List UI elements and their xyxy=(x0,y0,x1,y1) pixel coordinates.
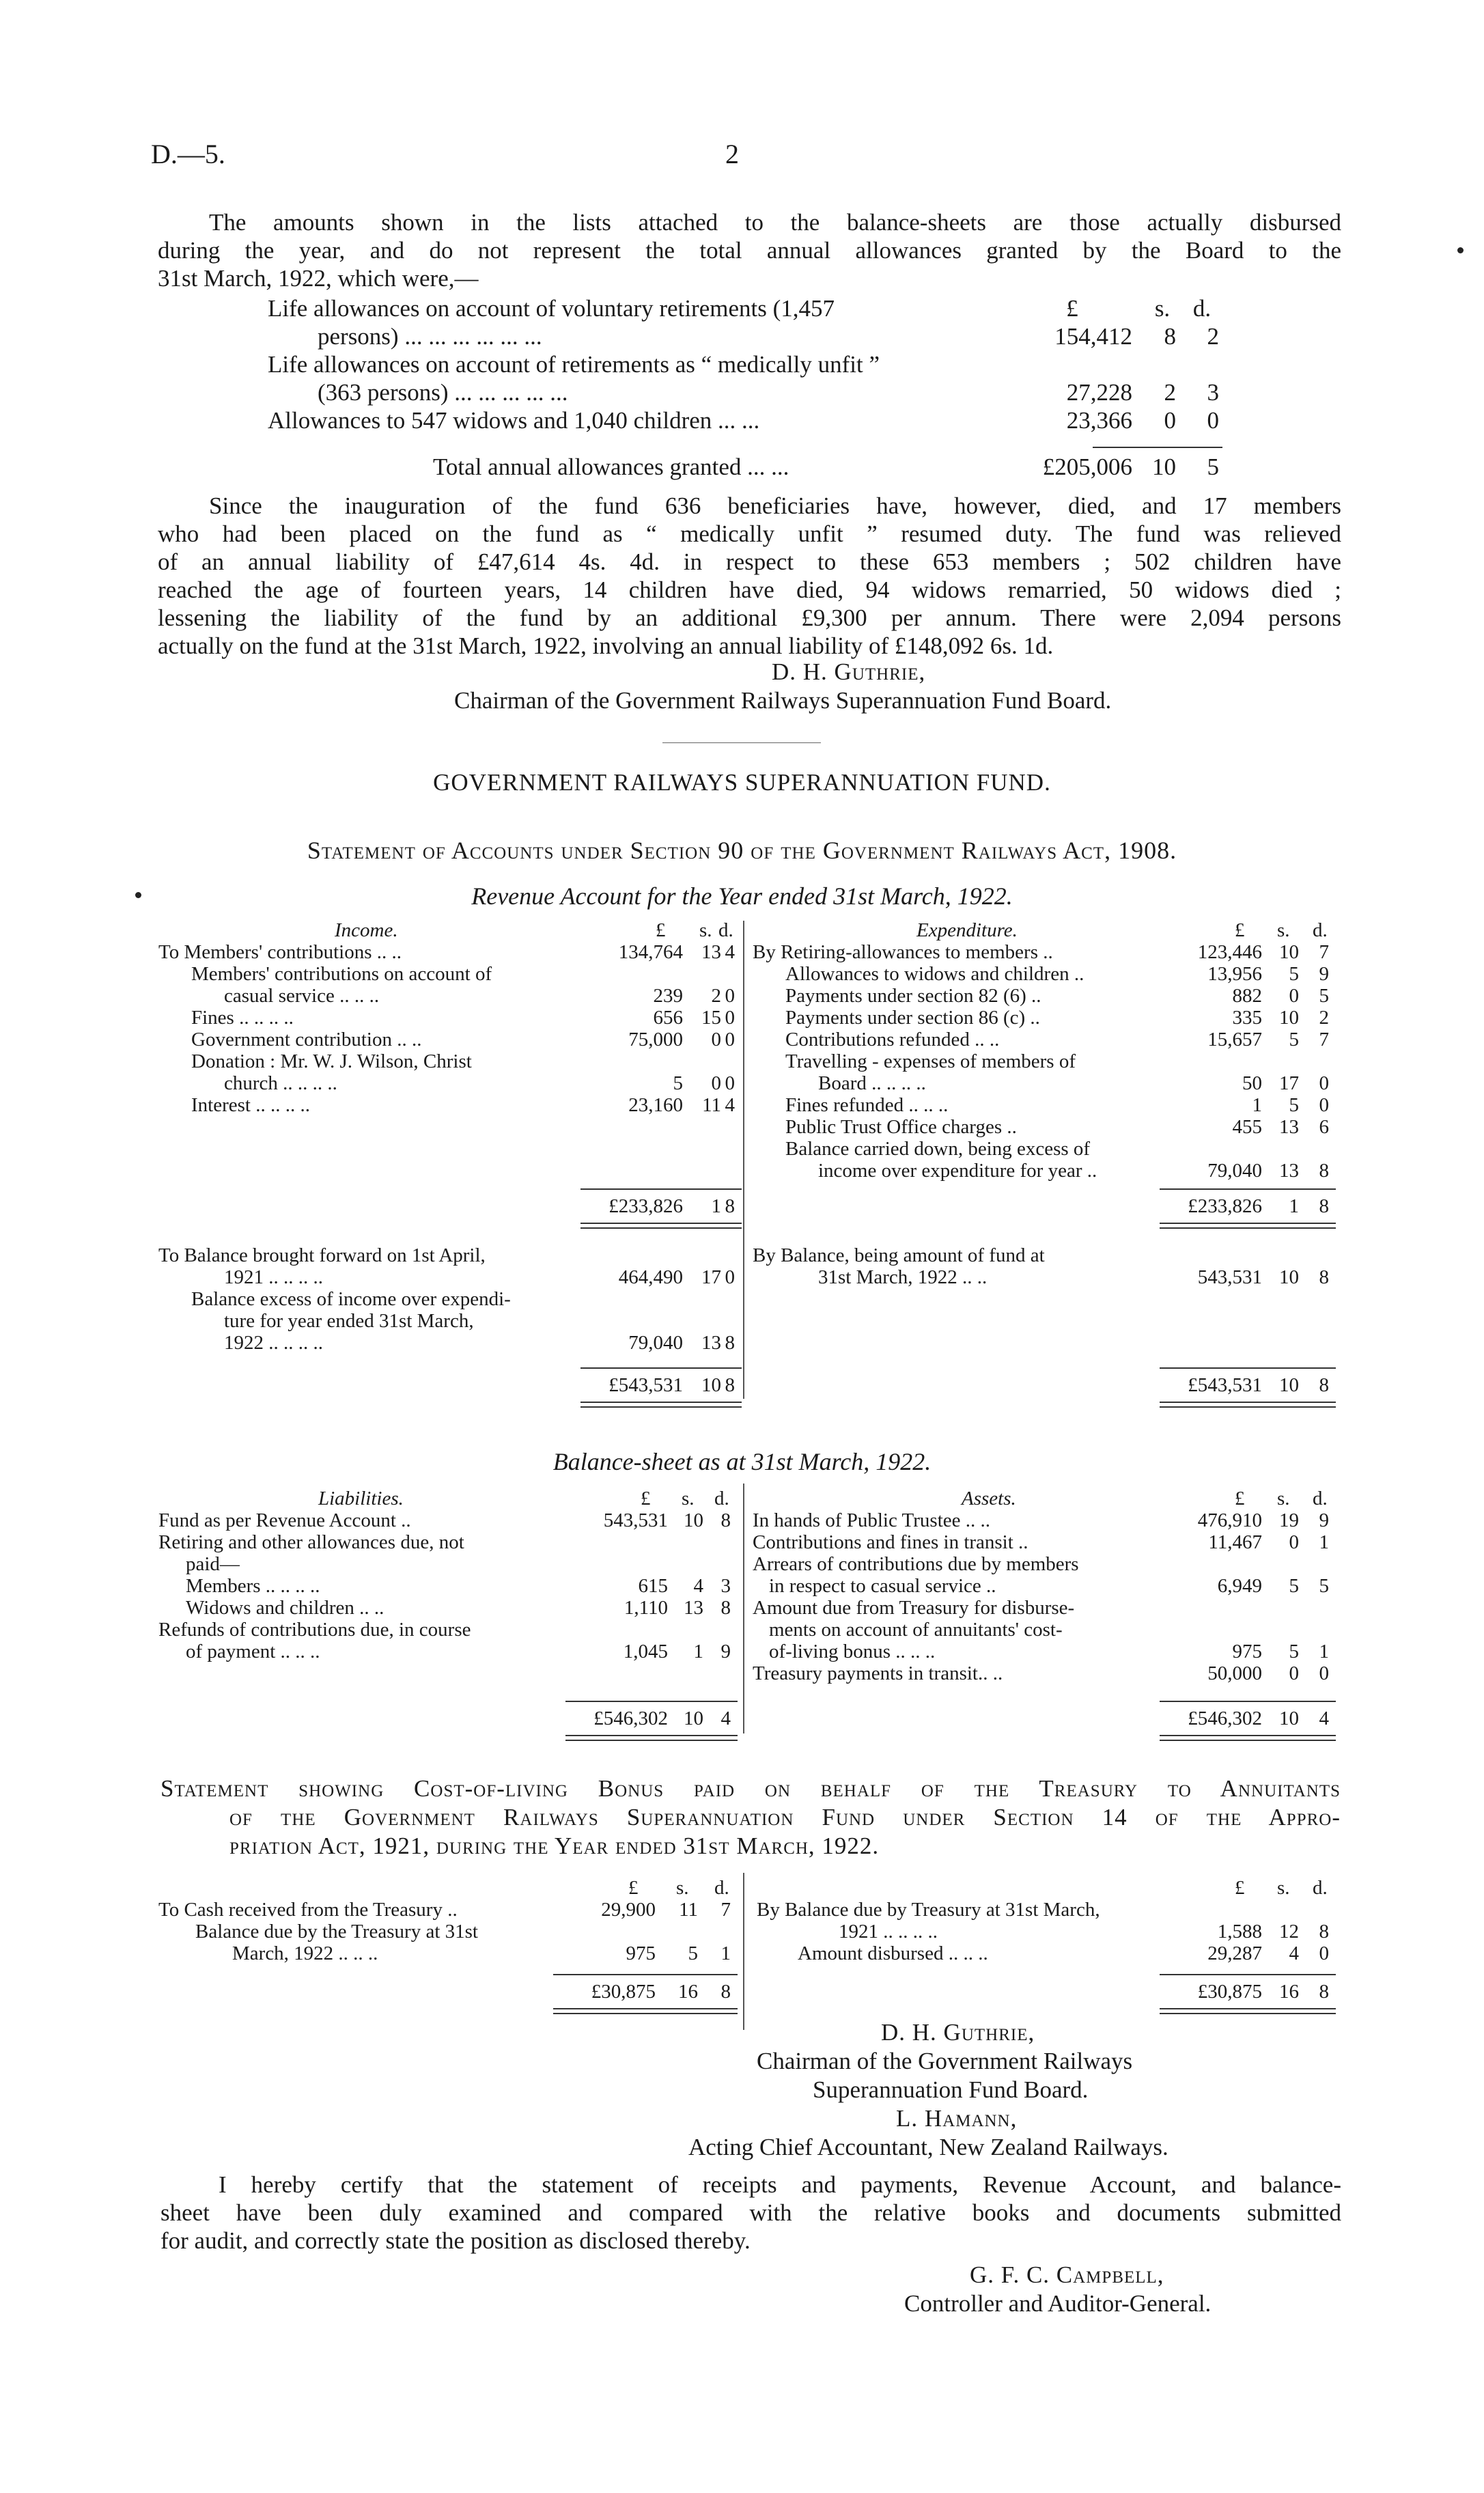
ledger-pounds: 335 xyxy=(1232,1007,1262,1029)
ledger-shillings: 5 xyxy=(1289,1094,1299,1116)
allowance-pounds: 27,228 xyxy=(1066,379,1132,406)
allowance-pence: 0 xyxy=(1207,407,1219,434)
total-pounds: £546,302 xyxy=(1188,1708,1262,1729)
signatory-title: Chairman of the Government Railways xyxy=(757,2048,1133,2074)
ledger-line-text: of-living bonus .. .. .. xyxy=(769,1641,936,1662)
ledger-line-text: 1922 .. .. .. .. xyxy=(224,1332,323,1354)
signatory-name: L. Hamann, xyxy=(896,2105,1018,2132)
balance-sheet-title: Balance-sheet as at 31st March, 1922. xyxy=(552,1448,932,1475)
total-pence: 8 xyxy=(725,1374,735,1396)
ledger-shillings: 13 xyxy=(701,1332,721,1354)
ledger-shillings: 0 xyxy=(711,1029,721,1050)
double-rule xyxy=(553,2008,738,2014)
allowance-shillings: 8 xyxy=(1164,323,1176,350)
ledger-pence: 8 xyxy=(1319,1160,1329,1182)
ledger-pounds: 239 xyxy=(653,985,683,1007)
sum-rule xyxy=(1160,1974,1336,1975)
allowance-item-text: persons) ... ... ... ... ... ... xyxy=(318,323,542,350)
total-pounds: £30,875 xyxy=(591,1981,656,2003)
ledger-shillings: 13 xyxy=(1279,1116,1299,1138)
sum-rule xyxy=(1160,1701,1336,1702)
ledger-pence: 9 xyxy=(1319,1509,1329,1531)
ledger-shillings: 5 xyxy=(1289,963,1299,985)
col-pence-head: d. xyxy=(1313,919,1328,941)
ledger-pence: 4 xyxy=(725,941,735,963)
ledger-pence: 9 xyxy=(1319,963,1329,985)
double-rule xyxy=(1160,2008,1336,2014)
intro-col-pounds: £ xyxy=(1066,295,1078,322)
ledger-line-text: Balance excess of income over expendi- xyxy=(191,1288,511,1310)
allowance-pounds: 23,366 xyxy=(1066,407,1132,434)
ledger-line-text: Amount disbursed .. .. .. xyxy=(798,1942,988,1964)
certify-line: sheet have been duly examined and compared with the relative books and documents submitted xyxy=(160,2199,1341,2226)
ledger-pounds: 79,040 xyxy=(1207,1160,1262,1182)
ledger-pounds: 75,000 xyxy=(628,1029,683,1050)
ledger-pence: 0 xyxy=(1319,1072,1329,1094)
ledger-line-text: To Balance brought forward on 1st April, xyxy=(158,1244,486,1266)
ledger-shillings: 15 xyxy=(701,1007,721,1029)
ledger-pounds: 29,900 xyxy=(601,1899,656,1921)
total-pounds: £543,531 xyxy=(608,1374,683,1396)
expenditure-heading: Expenditure. xyxy=(916,919,1018,941)
ledger-line-text: Treasury payments in transit.. .. xyxy=(753,1662,1003,1684)
ledger-pounds: 79,040 xyxy=(628,1332,683,1354)
ledger-pence: 7 xyxy=(1319,1029,1329,1050)
col-pence-head: d. xyxy=(1313,1877,1328,1899)
bonus-title-line: Statement showing Cost-of-living Bonus paid on behalf of the Treasury to Annuitants xyxy=(160,1775,1341,1802)
double-rule xyxy=(1160,1735,1336,1741)
ledger-shillings: 0 xyxy=(1289,1662,1299,1684)
ledger-line-text: In hands of Public Trustee .. .. xyxy=(753,1509,990,1531)
col-pounds-head: £ xyxy=(1235,1877,1245,1899)
ledger-pounds: 29,287 xyxy=(1207,1942,1262,1964)
ledger-shillings: 0 xyxy=(1289,985,1299,1007)
ledger-shillings: 10 xyxy=(684,1509,703,1531)
ledger-shillings: 2 xyxy=(711,985,721,1007)
ledger-line-text: By Balance, being amount of fund at xyxy=(753,1244,1045,1266)
allowance-shillings: 0 xyxy=(1164,407,1176,434)
ledger-pence: 0 xyxy=(725,1007,735,1029)
col-pounds-head: £ xyxy=(641,1488,651,1509)
col-shillings-head: s. xyxy=(1277,1877,1290,1899)
ledger-line-text: of payment .. .. .. xyxy=(186,1641,320,1662)
ledger-pence: 0 xyxy=(1319,1662,1329,1684)
ledger-pounds: 50,000 xyxy=(1207,1662,1262,1684)
column-divider xyxy=(743,1484,744,1733)
document-code: D.—5. xyxy=(151,139,225,169)
ledger-shillings: 10 xyxy=(1279,1266,1299,1288)
ledger-pounds: 464,490 xyxy=(618,1266,683,1288)
ledger-line-text: Travelling - expenses of members of xyxy=(785,1050,1076,1072)
col-pence-head: d. xyxy=(714,1488,729,1509)
ledger-pounds: 543,531 xyxy=(603,1509,668,1531)
ledger-shillings: 10 xyxy=(1279,941,1299,963)
ledger-pounds: 882 xyxy=(1232,985,1262,1007)
total-shillings: 10 xyxy=(701,1374,721,1396)
ledger-shillings: 17 xyxy=(1279,1072,1299,1094)
liabilities-heading: Liabilities. xyxy=(318,1488,404,1509)
ledger-shillings: 12 xyxy=(1279,1921,1299,1942)
ledger-line-text: Payments under section 82 (6) .. xyxy=(785,985,1041,1007)
ledger-line-text: Members .. .. .. .. xyxy=(186,1575,320,1597)
ledger-shillings: 5 xyxy=(1289,1641,1299,1662)
ledger-pence: 2 xyxy=(1319,1007,1329,1029)
ledger-line-text: Balance carried down, being excess of xyxy=(785,1138,1091,1160)
ledger-pounds: 5 xyxy=(673,1072,683,1094)
sum-rule xyxy=(1160,1367,1336,1369)
ledger-shillings: 1 xyxy=(693,1641,703,1662)
ledger-pence: 7 xyxy=(720,1899,731,1921)
ledger-pounds: 656 xyxy=(653,1007,683,1029)
bonus-title-line: of the Government Railways Superannuation Fund under Section 14 of the Appro- xyxy=(229,1804,1341,1830)
fund-title: GOVERNMENT RAILWAYS SUPERANNUATION FUND. xyxy=(433,769,1051,796)
column-divider xyxy=(743,1873,744,2030)
allowance-item-text: Allowances to 547 widows and 1,040 children ... ... xyxy=(268,407,760,434)
ledger-pence: 6 xyxy=(1319,1116,1329,1138)
ledger-line-text: 1921 .. .. .. .. xyxy=(839,1921,938,1942)
ledger-line-text: March, 1922 .. .. .. xyxy=(232,1942,378,1964)
col-shillings-head: s. xyxy=(699,919,712,941)
ledger-pence: 5 xyxy=(1319,1575,1329,1597)
paragraph-line: lessening the liability of the fund by an additional £9,300 per annum. There were 2,094 persons xyxy=(158,604,1341,631)
ledger-pence: 0 xyxy=(725,1029,735,1050)
ledger-pence: 0 xyxy=(725,985,735,1007)
total-pounds: £543,531 xyxy=(1188,1374,1262,1396)
col-shillings-head: s. xyxy=(1277,1488,1290,1509)
col-shillings-head: s. xyxy=(676,1877,689,1899)
allowance-pounds: 154,412 xyxy=(1054,323,1132,350)
ledger-pounds: 134,764 xyxy=(618,941,683,963)
assets-heading: Assets. xyxy=(962,1488,1016,1509)
signatory-name: D. H. Guthrie, xyxy=(772,658,926,685)
ledger-line-text: Members' contributions on account of xyxy=(191,963,492,985)
ledger-pounds: 975 xyxy=(626,1942,656,1964)
margin-dot xyxy=(1457,247,1464,253)
col-pence-head: d. xyxy=(1313,1488,1328,1509)
ledger-pounds: 15,657 xyxy=(1207,1029,1262,1050)
ledger-line-text: Retiring and other allowances due, not xyxy=(158,1531,464,1553)
col-shillings-head: s. xyxy=(682,1488,695,1509)
ledger-pence: 7 xyxy=(1319,941,1329,963)
ledger-line-text: Payments under section 86 (c) .. xyxy=(785,1007,1040,1029)
allowance-shillings: 2 xyxy=(1164,379,1176,406)
ledger-line-text: Fund as per Revenue Account .. xyxy=(158,1509,411,1531)
ledger-pounds: 123,446 xyxy=(1197,941,1262,963)
ledger-pounds: 543,531 xyxy=(1197,1266,1262,1288)
ledger-line-text: ture for year ended 31st March, xyxy=(224,1310,474,1332)
ledger-pence: 0 xyxy=(725,1266,735,1288)
ledger-line-text: Government contribution .. .. xyxy=(191,1029,422,1050)
signatory-title: Controller and Auditor-General. xyxy=(904,2290,1212,2317)
ledger-line-text: Allowances to widows and children .. xyxy=(785,963,1084,985)
allowance-item-text: Life allowances on account of retirements as “ medically unfit ” xyxy=(268,351,880,378)
total-pence: 8 xyxy=(1319,1195,1329,1217)
allowance-pence: 3 xyxy=(1207,379,1219,406)
ledger-shillings: 13 xyxy=(684,1597,703,1619)
ledger-shillings: 13 xyxy=(701,941,721,963)
ledger-pence: 8 xyxy=(725,1332,735,1354)
statement-title: Statement of Accounts under Section 90 of the Government Railways Act, 1908. xyxy=(307,837,1177,864)
section-divider xyxy=(662,742,821,743)
ledger-line-text: in respect to casual service .. xyxy=(769,1575,996,1597)
double-rule xyxy=(1160,1402,1336,1408)
total-pounds: £233,826 xyxy=(608,1195,683,1217)
ledger-line-text: ments on account of annuitants' cost- xyxy=(769,1619,1063,1641)
ledger-pence: 0 xyxy=(725,1072,735,1094)
double-rule xyxy=(580,1223,742,1229)
paragraph-line: who had been placed on the fund as “ medically unfit ” resumed duty. The fund was relieved xyxy=(158,520,1341,547)
signatory-name: D. H. Guthrie, xyxy=(881,2019,1035,2046)
ledger-pounds: 1,588 xyxy=(1217,1921,1262,1942)
allowance-item-text: Life allowances on account of voluntary retirements (1,457 xyxy=(268,295,835,322)
sum-rule xyxy=(1160,1188,1336,1190)
ledger-shillings: 11 xyxy=(679,1899,698,1921)
ledger-pence: 8 xyxy=(720,1597,731,1619)
ledger-line-text: Arrears of contributions due by members xyxy=(753,1553,1079,1575)
ledger-pounds: 1,045 xyxy=(623,1641,668,1662)
ledger-line-text: church .. .. .. .. xyxy=(224,1072,337,1094)
allowance-pence: 2 xyxy=(1207,323,1219,350)
ledger-shillings: 17 xyxy=(701,1266,721,1288)
ledger-line-text: Contributions and fines in transit .. xyxy=(753,1531,1028,1553)
intro-line: The amounts shown in the lists attached to the balance-sheets are those actually disbursed xyxy=(209,209,1341,236)
col-pence-head: d. xyxy=(714,1877,729,1899)
column-divider xyxy=(743,921,744,1399)
intro-total-d: 5 xyxy=(1207,454,1219,480)
ledger-shillings: 19 xyxy=(1279,1509,1299,1531)
ledger-pence: 5 xyxy=(1319,985,1329,1007)
total-pence: 4 xyxy=(1319,1708,1329,1729)
total-shillings: 1 xyxy=(711,1195,721,1217)
ledger-pence: 3 xyxy=(720,1575,731,1597)
ledger-pence: 9 xyxy=(720,1641,731,1662)
total-pence: 8 xyxy=(1319,1981,1329,2003)
ledger-pounds: 1,110 xyxy=(624,1597,668,1619)
ledger-line-text: To Cash received from the Treasury .. xyxy=(158,1899,458,1921)
ledger-line-text: Interest .. .. .. .. xyxy=(191,1094,310,1116)
col-pounds-head: £ xyxy=(628,1877,639,1899)
ledger-shillings: 5 xyxy=(1289,1575,1299,1597)
ledger-shillings: 11 xyxy=(702,1094,721,1116)
bonus-title-line: priation Act, 1921, during the Year ended 31st March, 1922. xyxy=(229,1833,880,1859)
total-pence: 8 xyxy=(1319,1374,1329,1396)
double-rule xyxy=(580,1402,742,1408)
ledger-pounds: 476,910 xyxy=(1197,1509,1262,1531)
ledger-shillings: 10 xyxy=(1279,1007,1299,1029)
total-shillings: 10 xyxy=(1279,1374,1299,1396)
ledger-pence: 8 xyxy=(720,1509,731,1531)
paragraph-line: of an annual liability of £47,614 4s. 4d. in respect to these 653 members ; 502 children have xyxy=(158,548,1341,575)
intro-total-pounds: £205,006 xyxy=(1042,454,1132,480)
ledger-pounds: 6,949 xyxy=(1217,1575,1262,1597)
ledger-line-text: Refunds of contributions due, in course xyxy=(158,1619,471,1641)
ledger-line-text: Widows and children .. .. xyxy=(186,1597,384,1619)
col-pounds-head: £ xyxy=(656,919,666,941)
ledger-pounds: 615 xyxy=(638,1575,668,1597)
total-pounds: £233,826 xyxy=(1188,1195,1262,1217)
intro-total-label: Total annual allowances granted ... ... xyxy=(433,454,789,480)
certify-line: for audit, and correctly state the position as disclosed thereby. xyxy=(160,2227,751,2254)
ledger-line-text: 1921 .. .. .. .. xyxy=(224,1266,323,1288)
ledger-shillings: 13 xyxy=(1279,1160,1299,1182)
paragraph-line: Since the inauguration of the fund 636 beneficiaries have, however, died, and 17 members xyxy=(209,492,1341,519)
ledger-pence: 8 xyxy=(1319,1921,1329,1942)
ledger-line-text: Amount due from Treasury for disburse- xyxy=(753,1597,1075,1619)
sum-rule xyxy=(580,1188,742,1190)
revenue-account-title: Revenue Account for the Year ended 31st March, 1922. xyxy=(471,882,1013,910)
ledger-line-text: By Balance due by Treasury at 31st March, xyxy=(757,1899,1100,1921)
intro-col-s: s. xyxy=(1154,295,1171,322)
total-pounds: £546,302 xyxy=(593,1708,668,1729)
certify-line: I hereby certify that the statement of receipts and payments, Revenue Account, and balance- xyxy=(219,2171,1341,2198)
col-pence-head: d. xyxy=(718,919,733,941)
ledger-line-text: paid— xyxy=(186,1553,240,1575)
total-pence: 8 xyxy=(720,1981,731,2003)
total-shillings: 10 xyxy=(1279,1708,1299,1729)
ledger-shillings: 4 xyxy=(693,1575,703,1597)
ledger-line-text: Donation : Mr. W. J. Wilson, Christ xyxy=(191,1050,472,1072)
double-rule xyxy=(565,1735,738,1741)
ledger-shillings: 5 xyxy=(688,1942,698,1964)
intro-total-s: 10 xyxy=(1152,454,1176,480)
ledger-line-text: By Retiring-allowances to members .. xyxy=(753,941,1053,963)
ledger-pounds: 11,467 xyxy=(1208,1531,1262,1553)
ledger-pounds: 23,160 xyxy=(628,1094,683,1116)
ledger-pence: 8 xyxy=(1319,1266,1329,1288)
ledger-pounds: 1 xyxy=(1252,1094,1262,1116)
ledger-line-text: income over expenditure for year .. xyxy=(818,1160,1097,1182)
ledger-line-text: Fines .. .. .. .. xyxy=(191,1007,294,1029)
page-number: 2 xyxy=(725,139,739,169)
signatory-title: Acting Chief Accountant, New Zealand Railways. xyxy=(688,2134,1168,2160)
col-pounds-head: £ xyxy=(1235,1488,1245,1509)
ledger-pounds: 50 xyxy=(1242,1072,1262,1094)
total-shillings: 16 xyxy=(678,1981,698,2003)
ledger-pence: 0 xyxy=(1319,1094,1329,1116)
ledger-line-text: Balance due by the Treasury at 31st xyxy=(195,1921,478,1942)
ledger-line-text: 31st March, 1922 .. .. xyxy=(818,1266,988,1288)
total-shillings: 1 xyxy=(1289,1195,1299,1217)
ledger-line-text: Board .. .. .. .. xyxy=(818,1072,926,1094)
col-shillings-head: s. xyxy=(1277,919,1290,941)
ledger-pence: 1 xyxy=(1319,1531,1329,1553)
ledger-shillings: 0 xyxy=(711,1072,721,1094)
allowance-item-text: (363 persons) ... ... ... ... ... xyxy=(318,379,568,406)
ledger-pence: 0 xyxy=(1319,1942,1329,1964)
ledger-line-text: To Members' contributions .. .. xyxy=(158,941,402,963)
ledger-line-text: Fines refunded .. .. .. xyxy=(785,1094,949,1116)
ledger-shillings: 4 xyxy=(1289,1942,1299,1964)
intro-line: during the year, and do not represent the total annual allowances granted by the Board to the xyxy=(158,237,1341,264)
double-rule xyxy=(1160,1223,1336,1229)
sum-rule xyxy=(580,1367,742,1369)
ledger-pounds: 975 xyxy=(1232,1641,1262,1662)
ledger-pence: 4 xyxy=(725,1094,735,1116)
sum-rule xyxy=(553,1974,738,1975)
ledger-line-text: Contributions refunded .. .. xyxy=(785,1029,1000,1050)
ledger-line-text: casual service .. .. .. xyxy=(224,985,380,1007)
col-pounds-head: £ xyxy=(1235,919,1245,941)
total-pounds: £30,875 xyxy=(1197,1981,1262,2003)
sum-rule xyxy=(565,1701,738,1702)
ledger-shillings: 5 xyxy=(1289,1029,1299,1050)
ledger-line-text: Public Trust Office charges .. xyxy=(785,1116,1017,1138)
ledger-shillings: 0 xyxy=(1289,1531,1299,1553)
intro-col-d: d. xyxy=(1192,295,1212,322)
paragraph-line: actually on the fund at the 31st March, 1922, involving an annual liability of £148,092 6s. 1d. xyxy=(158,632,1054,659)
intro-line: 31st March, 1922, which were,— xyxy=(158,265,479,292)
total-shillings: 16 xyxy=(1279,1981,1299,2003)
total-shillings: 10 xyxy=(684,1708,703,1729)
signatory-title: Superannuation Fund Board. xyxy=(813,2076,1089,2103)
total-pence: 4 xyxy=(720,1708,731,1729)
ledger-pence: 1 xyxy=(720,1942,731,1964)
ledger-pounds: 13,956 xyxy=(1207,963,1262,985)
total-rule xyxy=(1093,447,1222,448)
income-heading: Income. xyxy=(335,919,398,941)
signatory-title: Chairman of the Government Railways Superannuation Fund Board. xyxy=(454,687,1112,714)
ledger-pence: 1 xyxy=(1319,1641,1329,1662)
paragraph-line: reached the age of fourteen years, 14 children have died, 94 widows remarried, 50 widows died ; xyxy=(158,576,1341,603)
total-pence: 8 xyxy=(725,1195,735,1217)
ledger-pounds: 455 xyxy=(1232,1116,1262,1138)
signatory-name: G. F. C. Campbell, xyxy=(970,2261,1164,2288)
